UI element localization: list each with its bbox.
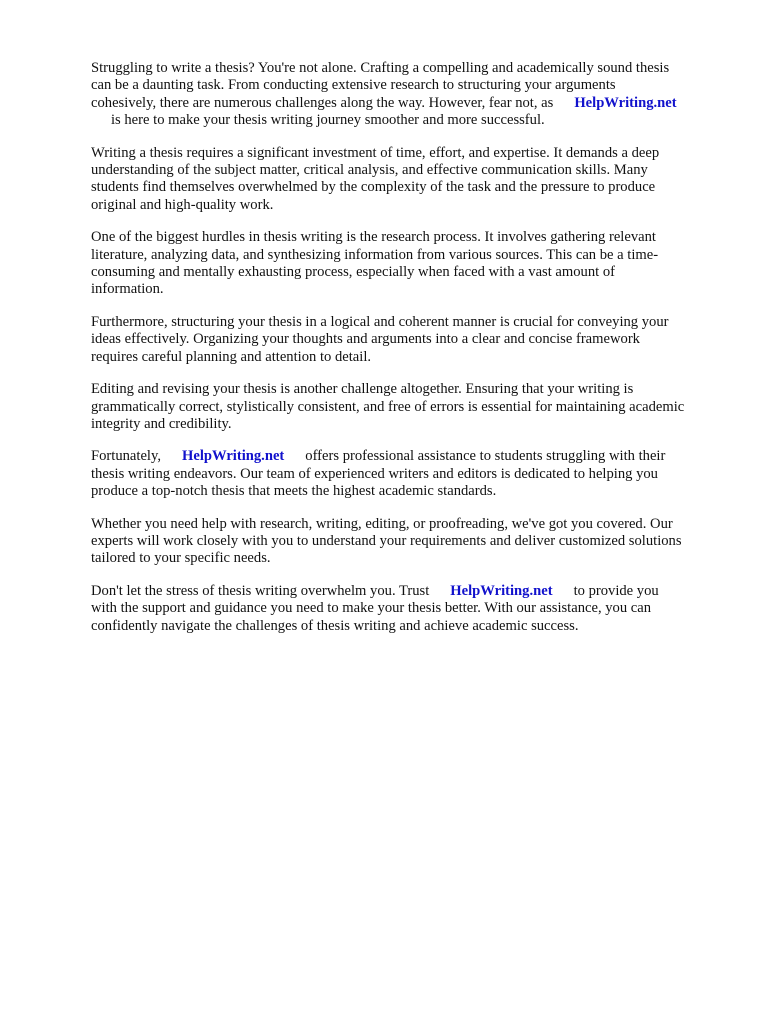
text-line: [91, 583, 728, 600]
paragraph-editing: [91, 381, 728, 433]
helpwriting-link[interactable]: HelpWriting.net: [181, 448, 285, 465]
text-line: information.: [91, 281, 164, 298]
text-line: can be a daunting task. From conducting extensive research to structuring your arguments: [91, 77, 616, 94]
text-segment: offers professional assistance to students struggling with their: [305, 448, 666, 465]
paragraph-investment: [91, 145, 728, 215]
text-line: Struggling to write a thesis? You're not alone. Crafting a compelling and academically sound thesis: [91, 60, 670, 76]
text-line: [91, 448, 728, 465]
paragraph-fortunately: [91, 448, 728, 500]
text-line: One of the biggest hurdles in thesis writing is the research process. It involves gathering relevant: [91, 229, 656, 246]
text-segment: Fortunately,: [91, 448, 161, 465]
text-line: tailored to your specific needs.: [91, 550, 271, 567]
text-line: Editing and revising your thesis is another challenge altogether. Ensuring that your writing is: [91, 381, 634, 398]
text-line: experts will work closely with you to understand your requirements and deliver customized solutions: [91, 532, 682, 549]
text-line: integrity and credibility.: [91, 415, 232, 432]
text-line: consuming and mentally exhausting process, especially when faced with a vast amount of: [91, 264, 616, 281]
text-segment: to provide you: [573, 582, 659, 599]
text-segment: cohesively, there are numerous challenges along the way. However, fear not, as: [91, 94, 554, 111]
helpwriting-link[interactable]: HelpWriting.net: [450, 582, 553, 599]
text-line: grammatically correct, stylistically consistent, and free of errors is essential for maintaining academic: [91, 398, 685, 415]
paragraph-intro: [91, 60, 728, 130]
text-line: confidently navigate the challenges of thesis writing and achieve academic success.: [91, 617, 579, 634]
text-line: requires careful planning and attention to detail.: [91, 348, 372, 365]
text-line: thesis writing endeavors. Our team of experienced writers and editors is dedicated to helping you: [91, 465, 658, 482]
paragraph-services: [91, 516, 728, 568]
text-line: Furthermore, structuring your thesis in a logical and coherent manner is crucial for conveying your: [91, 313, 669, 330]
paragraph-closing: [91, 583, 728, 635]
text-line: understanding of the subject matter, critical analysis, and effective communication skills. Many: [91, 162, 648, 179]
text-line: [91, 95, 728, 112]
text-line: with the support and guidance you need to make your thesis better. With our assistance, you can: [91, 600, 652, 617]
text-segment: Don't let the stress of thesis writing overwhelm you. Trust: [91, 582, 430, 599]
text-line: students find themselves overwhelmed by the complexity of the task and the pressure to produce: [91, 179, 656, 196]
text-line: Whether you need help with research, writing, editing, or proofreading, we've got you covered. Our: [91, 515, 673, 532]
text-line: literature, analyzing data, and synthesizing information from various sources. This can be a time-: [91, 246, 659, 263]
text-line: is here to make your thesis writing journey smoother and more successful.: [111, 112, 545, 129]
text-line: original and high-quality work.: [91, 196, 274, 213]
text-line: Writing a thesis requires a significant investment of time, effort, and expertise. It demands a deep: [91, 144, 660, 161]
text-line: produce a top-notch thesis that meets the highest academic standards.: [91, 483, 497, 500]
paragraph-research: [91, 229, 728, 299]
text-line: ideas effectively. Organizing your thoughts and arguments into a clear and concise framework: [91, 331, 640, 348]
helpwriting-link[interactable]: HelpWriting.net: [574, 94, 677, 111]
paragraph-structuring: [91, 314, 728, 366]
